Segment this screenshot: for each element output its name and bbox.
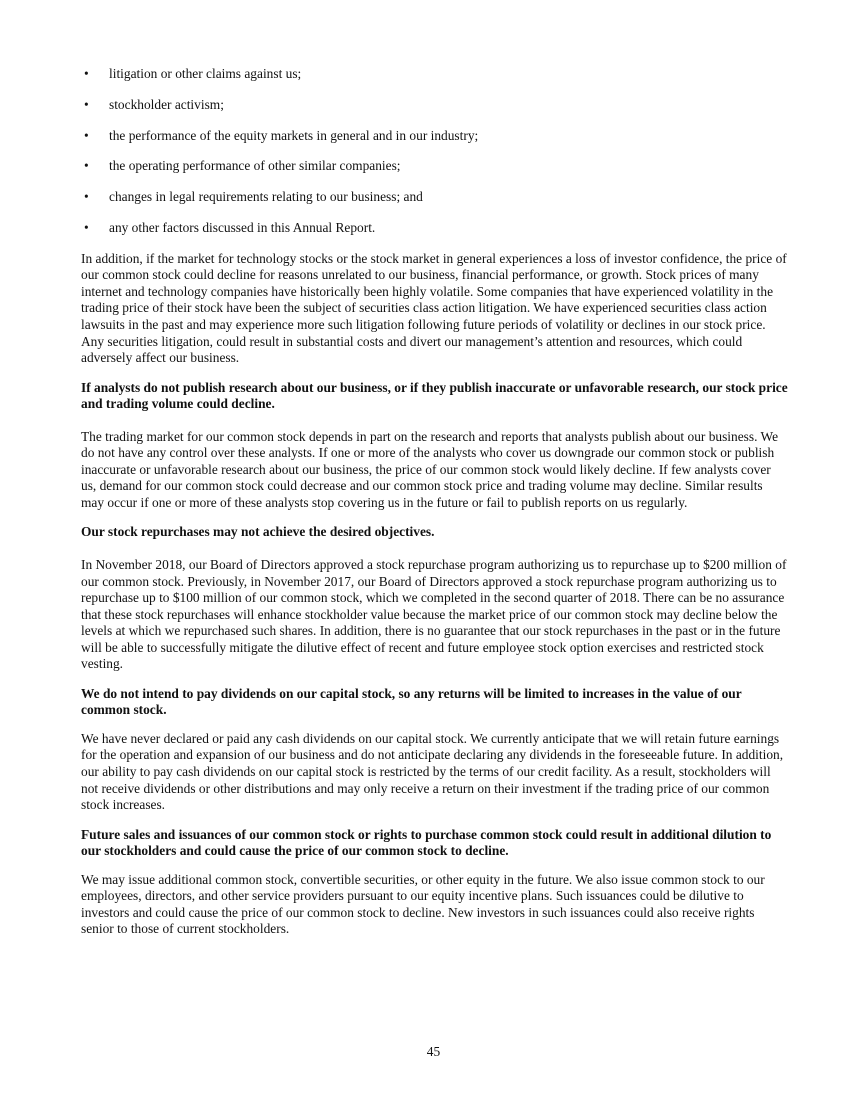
bullet-glyph: • <box>84 219 89 235</box>
section-dividends <box>81 686 789 814</box>
list-item <box>81 66 789 83</box>
bullet-glyph: • <box>84 189 89 205</box>
list-item <box>81 189 789 206</box>
bullet-glyph: • <box>84 96 89 112</box>
list-item-text: any other factors discussed in this Annual Report. <box>109 219 376 235</box>
intro-paragraph: In addition, if the market for technology stocks or the stock market in general experiences a loss of investor confidence, the price of our common stock could decline for reasons unrelated to our business, financial performance, or growth. Stock prices of many internet and technology companies have historically been highly volatile. Some companies that have experienced volatility in the trading price of their stock have been the subject of securities class action litigation. We have experienced securities class action lawsuits in the past and may experience more such litigation following future periods of volatility or declines in our stock price. Any securities litigation, could result in substantial costs and divert our management’s attention and resources, which could adversely affect our business. <box>81 250 787 366</box>
bullet-glyph: • <box>84 158 89 174</box>
list-item-text: changes in legal requirements relating to our business; and <box>109 189 423 205</box>
list-item-text: the operating performance of other similar companies; <box>109 158 401 174</box>
section-heading: We do not intend to pay dividends on our capital stock, so any returns will be limited to increases in the value of our common stock. <box>81 685 742 718</box>
section-body: The trading market for our common stock depends in part on the research and reports that analysts publish about our business. We do not have any control over these analysts. If one or more of the analysts who cover us downgrade our common stock or publish inaccurate or unfavorable research about our business, the price of our common stock would likely decline. If few analysts cover us, demand for our common stock could decrease and our common stock price and trading volume may decline. Similar results may occur if one or more of these analysts stop covering us in the future or fail to publish reports on us regularly. <box>81 428 779 510</box>
section-body: In November 2018, our Board of Directors approved a stock repurchase program authorizing us to repurchase up to $200 million of our common stock. Previously, in November 2017, our Board of Directors approved a stock repurchase program authorizing us to repurchase up to $100 million of our common stock, which we completed in the second quarter of 2018. There can be no assurance that these stock repurchases will enhance stockholder value because the market price of our common stock may decline below the levels at which we repurchased such shares. In addition, there is no guarantee that our stock repurchases in the past or in the future will be able to successfully mitigate the dilutive effect of recent and future employee stock option exercises and restricted stock vesting. <box>81 556 787 672</box>
bullet-glyph: • <box>84 66 89 81</box>
list-item <box>81 97 789 114</box>
page-number: 45 <box>426 1044 441 1059</box>
section-stock-repurchases <box>81 524 789 672</box>
section-body: We may issue additional common stock, convertible securities, or other equity in the future. We also issue common stock to our employees, directors, and other service providers pursuant to our equity incentive plans. Such issuances could be dilutive to investors and could cause the price of our common stock to decline. New investors in such issuances could also receive rights senior to those of current stockholders. <box>81 871 765 937</box>
list-item <box>81 128 789 145</box>
document-page <box>81 66 789 938</box>
list-item <box>81 158 789 175</box>
list-item-text: the performance of the equity markets in general and in our industry; <box>109 127 479 143</box>
list-item-text: stockholder activism; <box>109 96 224 112</box>
section-heading: Our stock repurchases may not achieve the desired objectives. <box>81 524 435 540</box>
section-dilution <box>81 827 789 938</box>
section-heading: If analysts do not publish research about our business, or if they publish inaccurate or unfavorable research, our stock price and trading volume could decline. <box>81 379 788 412</box>
bullet-glyph: • <box>84 127 89 143</box>
section-body: We have never declared or paid any cash dividends on our capital stock. We currently anticipate that we will retain future earnings for the operation and expansion of our business and do not anticipate declaring any dividends in the foreseeable future. In addition, our ability to pay cash dividends on our capital stock is restricted by the terms of our credit facility. As a result, stockholders will not receive dividends or other distributions and may only receive a return on their investment if the trading price of our common stock increases. <box>81 730 784 813</box>
list-item <box>81 220 789 237</box>
list-item-text: litigation or other claims against us; <box>109 66 302 81</box>
risk-factor-list <box>81 66 789 236</box>
section-heading: Future sales and issuances of our common stock or rights to purchase common stock could result in additional dilution to our stockholders and could cause the price of our common stock to decline. <box>81 826 772 859</box>
section-analyst-research <box>81 380 789 512</box>
